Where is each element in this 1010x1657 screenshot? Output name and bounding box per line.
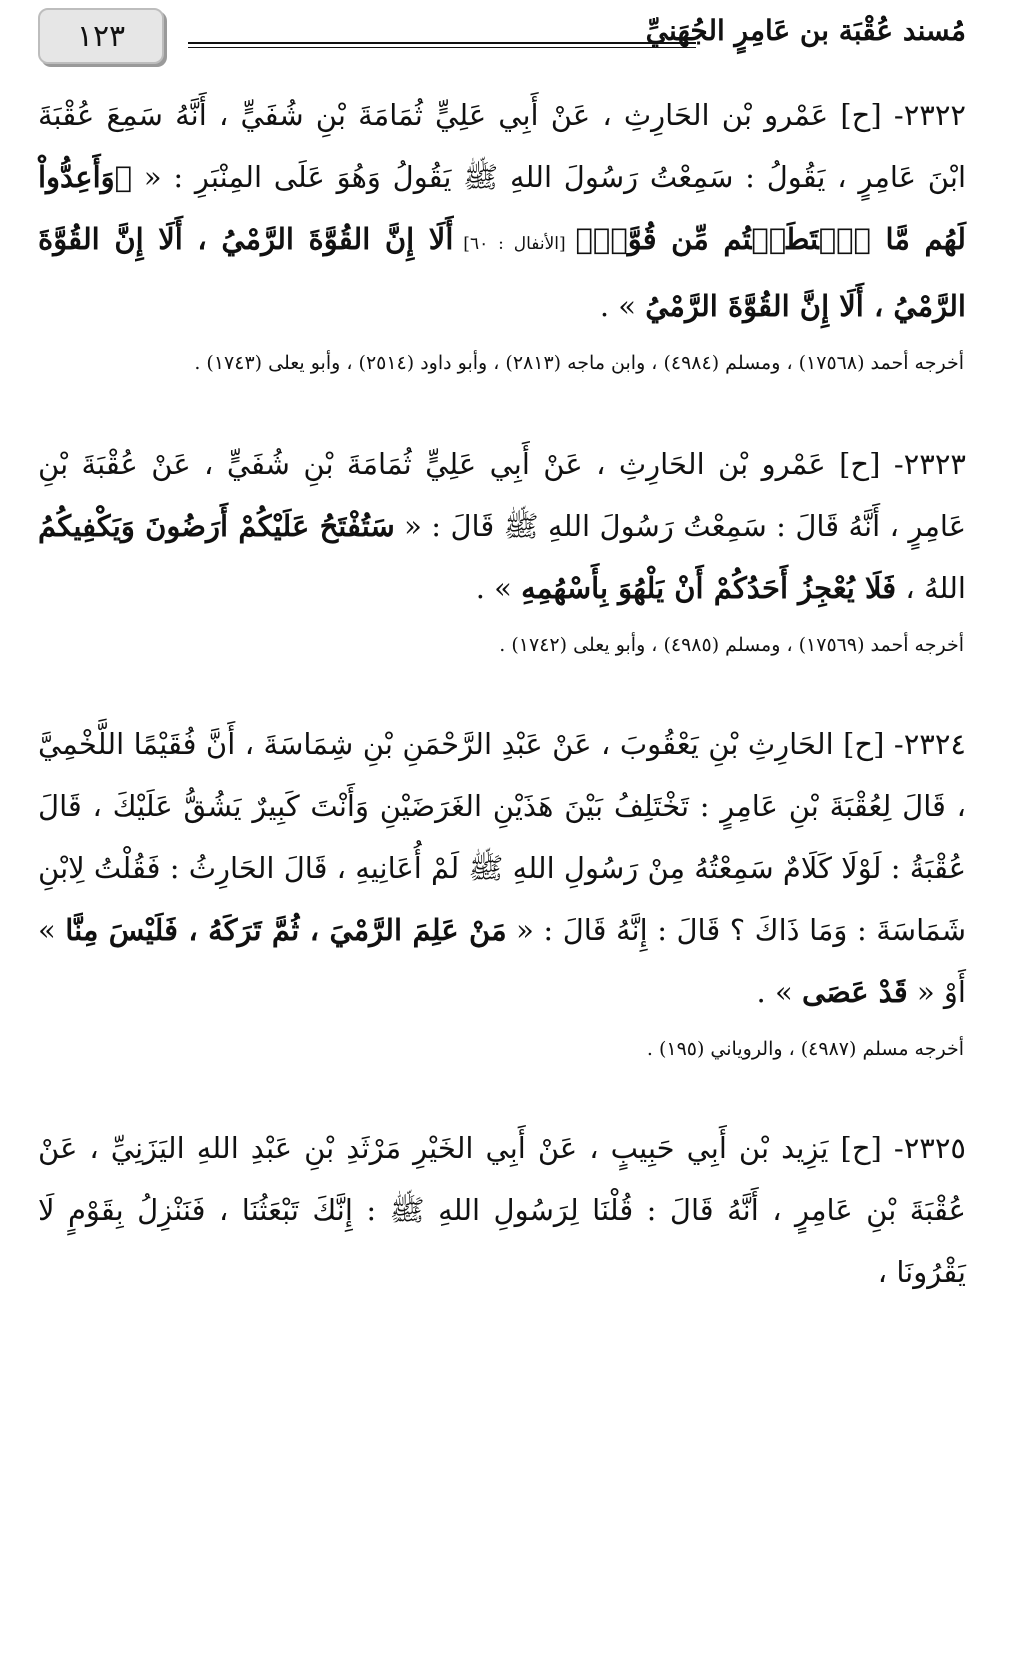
hadith-part: » .: [475, 571, 522, 605]
hadith-part: الحَارِثِ بْنِ يَعْقُوبَ ، عَنْ عَبْدِ الرَّحْمَنِ بْنِ شِمَاسَةَ ، أَنَّ فُقَيْمًا اللَّخْمِيَّ ، قَالَ لِعُقْبَةَ بْنِ عَامِرٍ : تَخْتَلِفُ بَيْنَ هَذَيْنِ الغَرَضَيْنِ وَأَنْتَ كَبِيرٌ يَشُقُّ عَلَيْكَ ، قَالَ عُقْبَةُ : لَوْلَا كَلَامٌ سَمِعْتُهُ مِنْ رَسُولِ اللهِ ﷺ لَمْ أُعَانِيهِ ، قَالَ الحَارِثُ : فَقُلْتُ لِابْنِ شَمَاسَةَ : وَمَا ذَاكَ ؟ قَالَ : إِنَّهُ قَالَ : «: [38, 727, 966, 947]
quran-verse: ﴿وَأَعِدُّواْ لَهُم مَّا ٱسۡتَطَعۡتُم مِّن قُوَّةٖ﴾: [38, 160, 966, 256]
hadith-part: » .: [756, 975, 802, 1009]
page-header: [38, 4, 966, 68]
takhrij-note: أخرجه أحمد (١٧٥٦٩) ، ومسلم (٤٩٨٥) ، وأبو يعلى (١٧٤٢) .: [499, 634, 964, 656]
hadith-part: اللهُ ،: [896, 571, 966, 605]
prophetic-saying: أَلَا إِنَّ القُوَّةَ الرَّمْيُ ، أَلَا إِنَّ القُوَّةَ الرَّمْيُ ، أَلَا إِنَّ القُوَّةَ الرَّمْيُ: [38, 222, 966, 323]
hadith-part: يَزِيد بْن أَبِي حَبِيبٍ ، عَنْ أَبِي الخَيْرِ مَرْثَدِ بْنِ عَبْدِ اللهِ اليَزَنِيِّ ، عَنْ عُقْبَةَ بْنِ عَامِرٍ ، أَنَّهُ قَالَ : قُلْنَا لِرَسُولِ اللهِ ﷺ : إِنَّكَ تَبْعَثُنَا ، فَنَنْزِلُ بِقَوْمٍ لَا يَقْرُونَا ،: [38, 1131, 966, 1289]
hadith-entry: [38, 433, 966, 665]
hadith-number: ٢٣٢٢- [ح]: [840, 98, 966, 132]
hadith-text: [38, 84, 966, 337]
header-rule-thin: [188, 47, 696, 48]
spacer: [38, 383, 966, 433]
hadith-entry: [38, 713, 966, 1069]
takhrij-note: أخرجه مسلم (٤٩٨٧) ، والروياني (١٩٥) .: [646, 1038, 964, 1060]
takhrij-note: أخرجه أحمد (١٧٥٦٨) ، ومسلم (٤٩٨٤) ، وابن ماجه (٢٨١٣) ، وأبو داود (٢٥١٤) ، وأبو يعلى (١٧٤٣) .: [194, 352, 964, 374]
hadith-entry: [38, 1117, 966, 1303]
prophetic-saying: قَدْ عَصَى: [801, 975, 908, 1009]
page-number-badge: [38, 8, 164, 64]
hadith-entry: [38, 84, 966, 383]
page-number: ١٢٣: [76, 18, 126, 54]
spacer: [38, 1069, 966, 1117]
hadith-part: عَمْرو بْن الحَارِثِ ، عَنْ أَبِي عَلِيٍّ ثُمَامَةَ بْنِ شُفَيٍّ ، عَنْ عُقْبَةَ بْنِ عَامِرٍ ، أَنَّهُ قَالَ : سَمِعْتُ رَسُولَ اللهِ ﷺ قَالَ : «: [38, 447, 966, 543]
hadith-number: ٢٣٢٣- [ح]: [839, 447, 966, 481]
main-text: [38, 84, 966, 1303]
hadith-number: ٢٣٢٥- [ح]: [840, 1131, 966, 1165]
hadith-text: [38, 713, 966, 1023]
hadith-text: [38, 433, 966, 619]
spacer: [38, 665, 966, 713]
hadith-part: » أَوْ «: [38, 913, 966, 1009]
hadith-part: » .: [599, 289, 646, 323]
running-title: مُسند عُقْبَة بن عَامِرٍ الجُهَنيِّ: [645, 14, 966, 47]
hadith-text: [38, 1117, 966, 1303]
hadith-part: عَمْرو بْن الحَارِثِ ، عَنْ أَبِي عَلِيٍّ ثُمَامَةَ بْنِ شُفَيٍّ ، أَنَّهُ سَمِعَ عُقْبَةَ ابْنَ عَامِرٍ ، يَقُولُ : سَمِعْتُ رَسُولَ اللهِ ﷺ يَقُولُ وَهُوَ عَلَى المِنْبَرِ : «: [38, 98, 966, 194]
hadith-number: ٢٣٢٤- [ح]: [843, 727, 966, 761]
verse-reference: [الأنفال : ٦٠]: [453, 234, 576, 254]
header-rule: [188, 42, 696, 44]
prophetic-saying: مَنْ عَلِمَ الرَّمْيَ ، ثُمَّ تَرَكَهُ ، فَلَيْسَ مِنَّا: [65, 913, 507, 947]
prophetic-saying: سَتُفْتَحُ عَلَيْكُمْ أَرَضُونَ وَيَكْفِيكُمُ: [38, 509, 395, 543]
prophetic-saying: فَلَا يُعْجِزُ أَحَدُكُمْ أَنْ يَلْهُوَ بِأَسْهُمِهِ: [521, 571, 897, 605]
